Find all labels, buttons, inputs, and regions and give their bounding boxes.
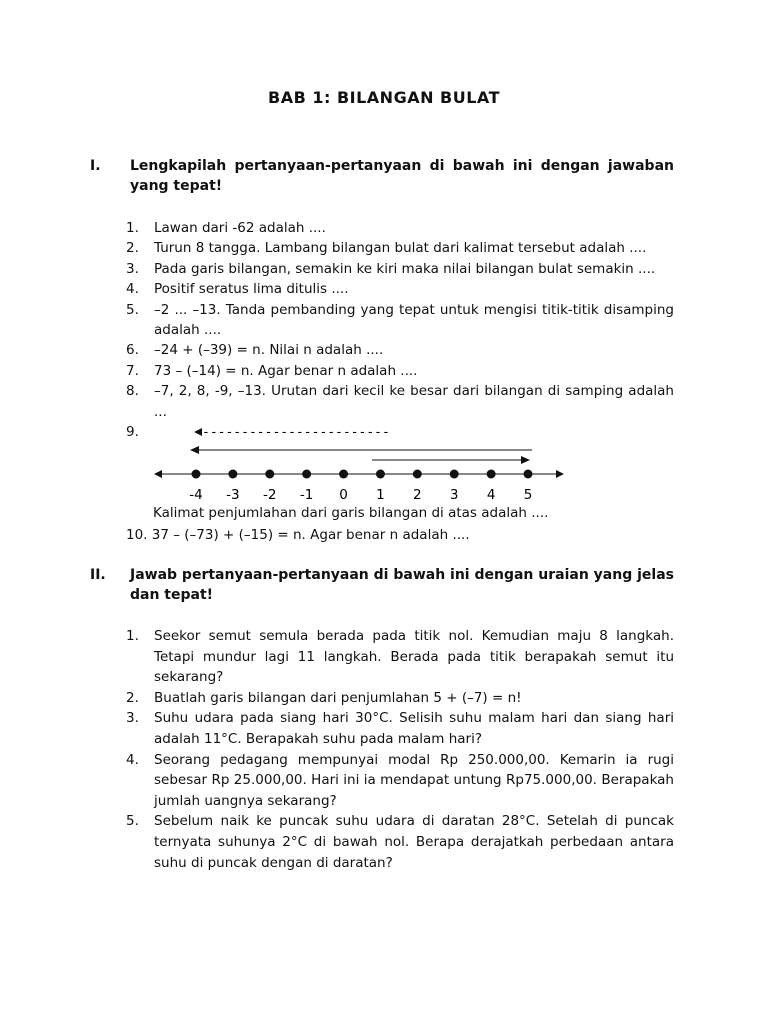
item-text: –2 ... –13. Tanda pembanding yang tepat untuk mengisi titik-titik disamping adalah .... xyxy=(154,301,674,339)
item-number: 1. xyxy=(126,220,139,236)
item-text: Seekor semut semula berada pada titik nol. Kemudian maju 8 langkah. Tetapi mundur lagi 11 langkah. Berada pada titik berapakah semut itu sekarang? xyxy=(154,628,674,686)
section-2-instruction: Jawab pertanyaan-pertanyaan di bawah ini dengan uraian yang jelas dan tepat! xyxy=(130,567,674,603)
item-number: 4. xyxy=(126,281,139,298)
tick-label: -2 xyxy=(263,487,277,503)
jump-arrow-right-head xyxy=(521,456,530,464)
item-number: 7. xyxy=(126,362,139,379)
item-text: Lawan dari -62 adalah .... xyxy=(154,220,326,236)
item-number: 8. xyxy=(126,383,139,400)
number-line-tick-labels xyxy=(189,487,532,503)
item-number: 1. xyxy=(126,628,139,644)
list-item xyxy=(126,218,674,238)
item-text: 37 – (–73) + (–15) = n. Agar benar n adalah .... xyxy=(151,527,470,543)
tick-label: 2 xyxy=(413,487,422,503)
item-number: 2. xyxy=(126,240,139,257)
list-item xyxy=(126,340,674,360)
section-1-list xyxy=(126,218,674,441)
item-9-caption: Kalimat penjumlahan dari garis bilangan di atas adalah .... xyxy=(153,505,549,521)
item-number: 3. xyxy=(126,710,139,727)
tick-label: 1 xyxy=(376,487,385,503)
item-text: Pada garis bilangan, semakin ke kiri maka nilai bilangan bulat semakin .... xyxy=(154,260,656,277)
item-number: 3. xyxy=(126,260,139,277)
number-line-figure xyxy=(140,420,580,510)
item-number: 6. xyxy=(126,342,139,359)
list-item xyxy=(126,381,674,422)
number-line-point xyxy=(524,470,533,479)
list-item xyxy=(126,259,674,279)
tick-label: -4 xyxy=(189,487,203,503)
tick-label: 5 xyxy=(523,487,533,503)
list-item xyxy=(126,688,674,709)
number-line-point xyxy=(413,470,422,479)
section-1-list-continued xyxy=(126,525,674,545)
item-text: –7, 2, 8, -9, –13. Urutan dari kecil ke besar dari bilangan di samping adalah ... xyxy=(154,383,674,420)
list-item xyxy=(126,525,674,545)
tick-label: -1 xyxy=(299,487,314,503)
tick-label: 3 xyxy=(449,487,459,503)
list-item xyxy=(126,300,674,341)
jump-arrow-left-head xyxy=(190,446,199,454)
item-text: Positif seratus lima ditulis .... xyxy=(154,281,349,298)
axis-right-arrow xyxy=(556,470,564,478)
dashed-arrow-line: ------------------------ xyxy=(202,425,390,440)
item-number: 9. xyxy=(126,424,139,441)
list-item xyxy=(126,238,674,258)
page-title: BAB 1: BILANGAN BULAT xyxy=(268,88,500,107)
number-line-point xyxy=(450,470,459,479)
item-number: 2. xyxy=(126,689,139,706)
list-item xyxy=(126,626,674,688)
tick-label: 4 xyxy=(486,487,496,503)
item-number: 4. xyxy=(126,751,139,768)
item-number: 5. xyxy=(126,813,139,830)
section-1-number: I. xyxy=(90,158,101,174)
number-line-point xyxy=(265,470,274,479)
number-line-point xyxy=(302,470,311,479)
item-text: Seorang pedagang mempunyai modal Rp 250.000,00. Kemarin ia rugi sebesar Rp 25.000,00. Hari ini ia mendapat untung Rp75.000,00. Berapakah jumlah uangnya sekarang? xyxy=(154,751,674,809)
list-item xyxy=(126,279,674,299)
tick-label: 0 xyxy=(339,487,348,503)
number-line-point xyxy=(339,470,348,479)
item-text: Buatlah garis bilangan dari penjumlahan 5 + (–7) = n! xyxy=(154,689,522,706)
section-1-heading xyxy=(90,156,674,198)
item-text: Suhu udara pada siang hari 30°C. Selisih suhu malam hari dan siang hari adalah 11°C. Berapakah suhu pada malam hari? xyxy=(154,710,674,747)
number-line-point xyxy=(192,470,201,479)
item-number: 10. xyxy=(126,527,148,543)
dashed-arrow-head xyxy=(194,428,202,436)
item-text: Turun 8 tangga. Lambang bilangan bulat dari kalimat tersebut adalah .... xyxy=(154,240,647,257)
list-item xyxy=(126,811,674,873)
item-number: 5. xyxy=(126,301,139,318)
item-text: Sebelum naik ke puncak suhu udara di daratan 28°C. Setelah di puncak ternyata suhunya 2°C di bawah nol. Berapa derajatkah perbedaan antara suhu di puncak dengan di daratan? xyxy=(154,813,674,871)
number-line-point xyxy=(487,470,496,479)
section-1-instruction: Lengkapilah pertanyaan-pertanyaan di bawah ini dengan jawaban yang tepat! xyxy=(130,158,674,194)
axis-left-arrow xyxy=(154,470,162,478)
item-text: 73 – (–14) = n. Agar benar n adalah .... xyxy=(154,362,418,379)
section-2-number: II. xyxy=(90,567,106,583)
list-item xyxy=(126,708,674,749)
list-item xyxy=(126,750,674,812)
section-2-list xyxy=(126,626,674,873)
list-item xyxy=(126,361,674,381)
tick-label: -3 xyxy=(226,487,240,503)
number-line-point xyxy=(228,470,237,479)
item-text: –24 + (–39) = n. Nilai n adalah .... xyxy=(154,342,384,359)
section-2-heading xyxy=(90,565,674,607)
number-line-point xyxy=(376,470,385,479)
